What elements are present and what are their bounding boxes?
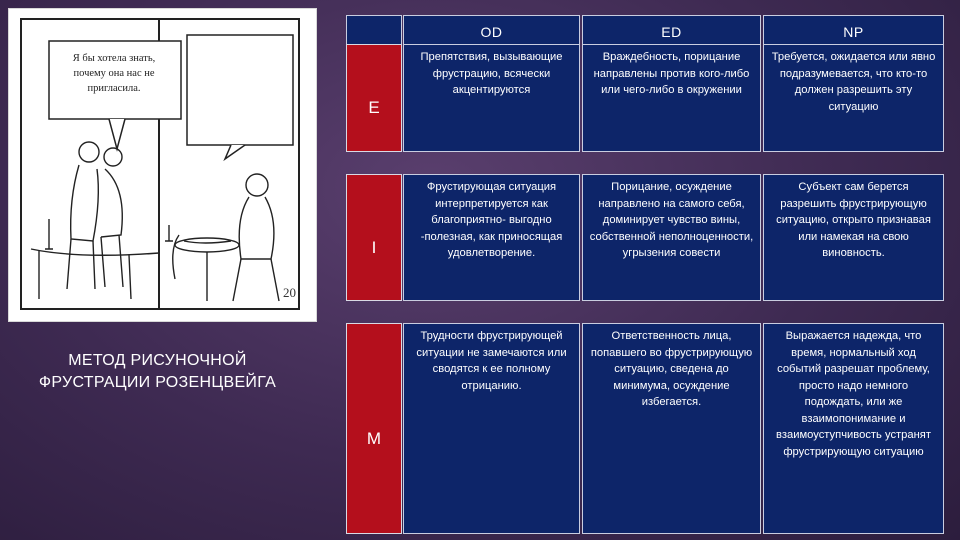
row-label-e: E bbox=[346, 44, 402, 152]
test-picture bbox=[8, 8, 317, 322]
couple-figures bbox=[31, 142, 159, 299]
speech-bubble-right bbox=[187, 35, 293, 145]
table-cell-e-od: Препятствия, вызывающие фрустрацию, всячески акцентируются bbox=[403, 44, 580, 152]
row-label-i: I bbox=[346, 174, 402, 301]
column-header-od: OD bbox=[403, 15, 580, 49]
table-cell-e-ed: Враждебность, порицание направлены против кого-либо или чего-либо в окружении bbox=[582, 44, 761, 152]
seated-figures bbox=[165, 174, 279, 301]
picture-number: 20 bbox=[283, 285, 296, 300]
table-cell-e-np: Требуется, ожидается или явно подразумевается, что кто-то должен разрешить эту ситуацию bbox=[763, 44, 944, 152]
table-cell-m-np: Выражается надежда, что время, нормальный ход событий разрешат проблему, просто надо немного подождать, или же взаимопонимание и взаимоуступчивость устранят фрустрирующую ситуацию bbox=[763, 323, 944, 534]
speech-bubble-text: Я бы хотела знать, почему она нас не пригласила. bbox=[72, 53, 156, 94]
column-header-np: NP bbox=[763, 15, 944, 49]
slide-title: МЕТОД РИСУНОЧНОЙ ФРУСТРАЦИИ РОЗЕНЦВЕЙГА bbox=[38, 352, 277, 391]
table-cell-i-od: Фрустирующая ситуация интерпретируется как благоприятно- выгодно -полезная, как приносящая удовлетворение. bbox=[403, 174, 580, 301]
row-label-m: M bbox=[346, 323, 402, 534]
table-cell-m-od: Трудности фрустрирующей ситуации не замечаются или сводятся к ее полному отрицанию. bbox=[403, 323, 580, 534]
table-cell-i-np: Субъект сам берется разрешить фрустрирующую ситуацию, открыто признавая или намекая на свою виновность. bbox=[763, 174, 944, 301]
table-cell-i-ed: Порицание, осуждение направлено на самого себя, доминирует чувство вины, собственной неполноценности, угрызения совести bbox=[582, 174, 761, 301]
column-header-ed: ED bbox=[582, 15, 761, 49]
table-cell-m-ed: Ответственность лица, попавшего во фрустрирующую ситуацию, сведена до минимума, осуждение избегается. bbox=[582, 323, 761, 534]
